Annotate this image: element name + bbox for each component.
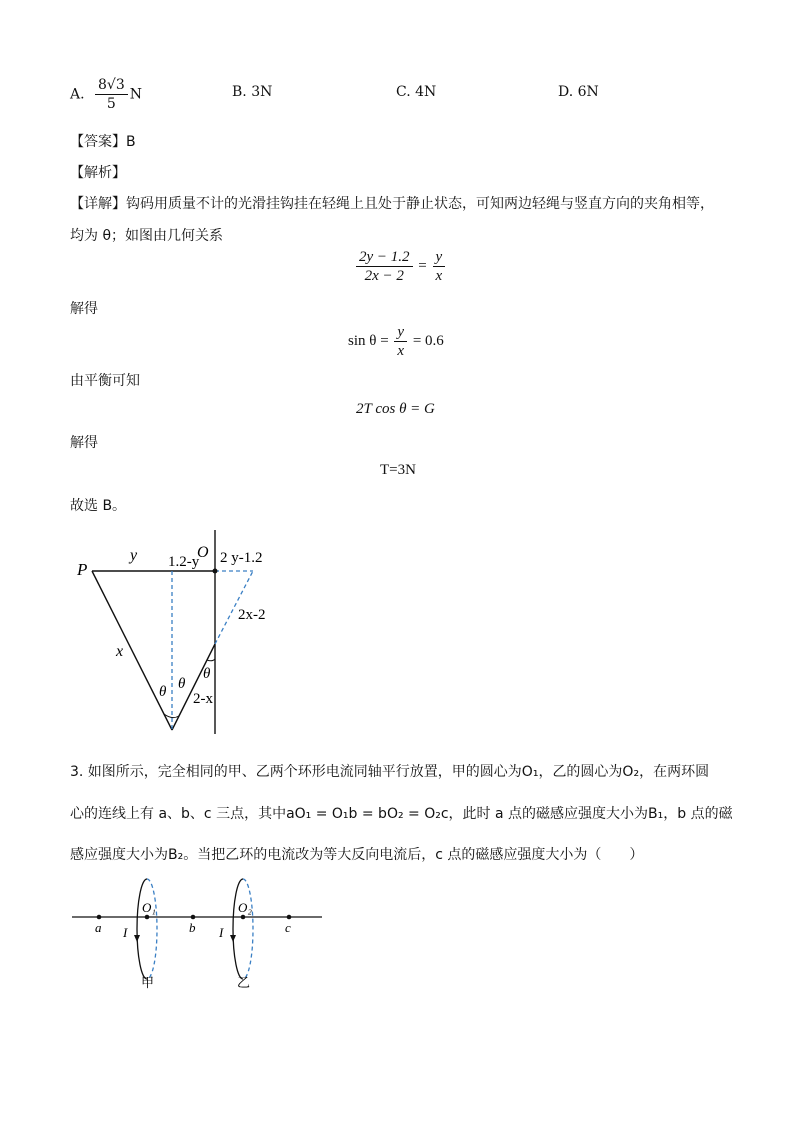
label-a: a	[95, 920, 102, 935]
label-2x-2: 2x-2	[238, 607, 266, 623]
conclusion: 故选 B。	[70, 498, 127, 514]
option-a	[70, 76, 142, 113]
ring-1-back	[147, 879, 157, 979]
label-2-x: 2-x	[193, 691, 213, 707]
point-b	[191, 915, 196, 920]
question3-line-3: 感应强度大小为B₂。当把乙环的电流改为等大反向电流后，c 点的磁感应强度大小为（ ）	[70, 847, 644, 863]
label-O1: O₁	[142, 900, 156, 915]
result-tension: T=3N	[380, 462, 416, 478]
equation-balance: 2T cos θ = G	[356, 401, 435, 417]
option-c: C. 4N	[396, 84, 437, 100]
option-a-fraction: $\frac{8√3}{5}$	[95, 76, 128, 113]
point-a	[97, 915, 102, 920]
label-P: P	[77, 560, 88, 579]
current-arrow-1	[134, 935, 140, 942]
balance-label: 由平衡可知	[70, 373, 140, 389]
label-ring-1: 甲	[141, 975, 155, 990]
label-theta-right: θ	[178, 676, 186, 692]
equation-sin: sin θ = $\frac{y}{x}$ = 0.6	[348, 324, 444, 359]
option-a-unit: N	[129, 86, 143, 103]
question3-line-1: 3. 如图所示，完全相同的甲、乙两个环形电流同轴平行放置，甲的圆心为O₁，乙的圆心为O₂，在两环圆	[70, 764, 710, 780]
ring-currents-figure	[68, 875, 328, 995]
point-O	[213, 569, 218, 574]
label-I1: I	[123, 925, 128, 940]
option-a-label: A.	[70, 86, 85, 103]
label-y: y	[130, 547, 138, 564]
rope-geometry-figure	[60, 528, 320, 743]
label-theta-left: θ	[159, 684, 167, 700]
detail-line-2: 均为 θ；如图由几何关系	[70, 228, 224, 244]
label-1.2-y: 1.2-y	[168, 554, 200, 570]
point-c	[287, 915, 292, 920]
angle-arc-wall	[207, 659, 215, 661]
ring-2-back	[243, 879, 253, 979]
point-O1	[145, 915, 150, 920]
label-b: b	[189, 920, 196, 935]
left-rope	[92, 571, 172, 730]
answer-line: 【答案】B	[70, 134, 136, 150]
label-ring-2: 乙	[237, 975, 251, 990]
label-I2: I	[219, 925, 224, 940]
label-O: O	[197, 544, 209, 561]
label-c: c	[285, 920, 291, 935]
current-arrow-2	[230, 935, 236, 942]
label-x: x	[116, 643, 124, 660]
label-2y-1.2: 2 y-1.2	[220, 550, 263, 566]
option-d: D. 6N	[558, 84, 599, 100]
equation-geometry: $\frac{2y - 1.2}{2x - 2}$ = $\frac{y}{x}$	[354, 248, 447, 285]
label-theta-wall: θ	[203, 666, 211, 682]
ring-1-front	[137, 879, 147, 979]
solve-label-1: 解得	[70, 301, 98, 317]
solve-label-2: 解得	[70, 435, 98, 451]
label-O2: O₂	[238, 900, 252, 915]
ring-2-front	[233, 879, 243, 979]
point-O2	[241, 915, 246, 920]
question3-line-2: 心的连线上有 a、b、c 三点，其中aO₁ = O₁b = bO₂ = O₂c，此时 a 点的磁感应强度大小为B₁，b 点的磁	[70, 806, 733, 822]
analysis-heading: 【解析】	[70, 165, 126, 181]
detail-line-1: 【详解】钩码用质量不计的光滑挂钩挂在轻绳上且处于静止状态，可知两边轻绳与竖直方向的夹角相等，	[70, 196, 714, 212]
option-b: B. 3N	[232, 84, 273, 100]
